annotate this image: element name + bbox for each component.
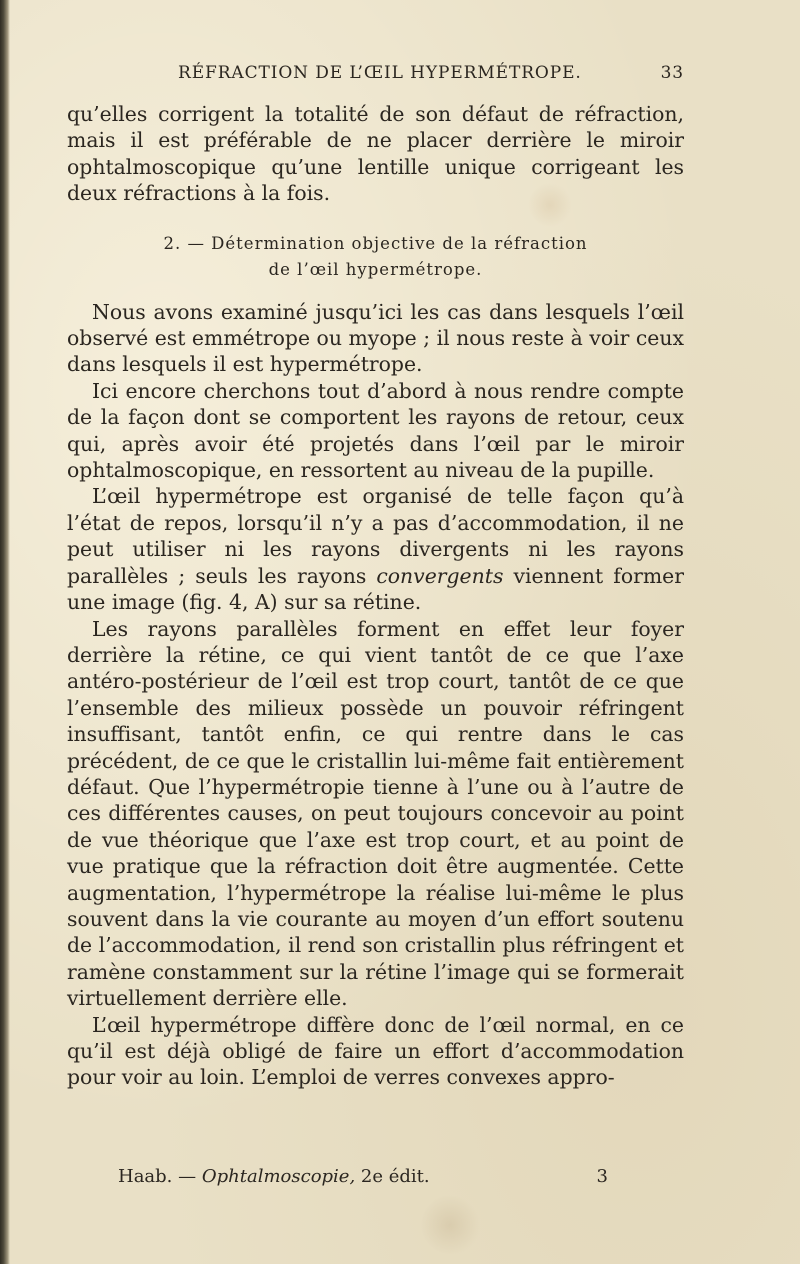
paragraph-intro: qu’elles corrigent la totalité de son défaut de réfraction, mais il est préférable de ne placer derrière le miroir ophtalmoscopique qu’une lentille unique corrigeant les deux réfractions à la fois. bbox=[67, 102, 684, 206]
footer-signature bbox=[118, 1164, 608, 1190]
footer-citation bbox=[118, 1164, 430, 1190]
section-heading bbox=[67, 231, 684, 283]
body-text bbox=[67, 101, 684, 1091]
paragraph-1: Nous avons examiné jusqu’ici les cas dans lesquels l’œil observé est emmétrope ou myope ; il nous reste à voir ceux dans lesquels il est hypermétrope. bbox=[67, 299, 684, 377]
section-heading-line-2: de l’œil hypermétrope. bbox=[268, 259, 483, 279]
page-number: 33 bbox=[660, 63, 684, 83]
running-head bbox=[178, 60, 684, 86]
footer-author: Haab. bbox=[118, 1166, 173, 1187]
paragraph-3-part-b: viennent former une image (fig. 4, A) sur sa rétine. bbox=[67, 563, 684, 615]
paragraph-5: L’œil hypermétrope diffère donc de l’œil normal, en ce qu’il est déjà obligé de faire un effort d’accommodation pour voir au loin. L’emploi de verres convexes appro- bbox=[67, 1012, 684, 1090]
running-head-title: RÉFRACTION DE L’ŒIL HYPERMÉTROPE. bbox=[178, 63, 582, 83]
paragraph-4: Les rayons parallèles forment en effet leur foyer derrière la rétine, ce qui vient tantôt de ce que l’axe antéro-postérieur de l’œil est trop court, tantôt de ce que l’ensemble des milieux possède un pouvoir réfringent insuffisant, tantôt enfin, ce qui rentre dans le cas précédent, de ce que le cristallin lui-même fait entièrement défaut. Que l’hypermétropie tienne à l’une ou à l’autre de ces différentes causes, on peut toujours concevoir au point de vue théorique que l’axe est trop court, et au point de vue pratique que la réfraction doit être augmentée. Cette augmentation, l’hypermétrope la réalise lui-même le plus souvent dans la vie courante au moyen d’un effort soutenu de l’accommodation, il rend son cristallin plus réfringent et ramène constamment sur la rétine l’image qui se formerait virtuellement derrière elle. bbox=[67, 616, 684, 1011]
footer-book-title: Ophtalmoscopie, bbox=[201, 1166, 356, 1187]
paragraph-3-part-a: L’œil hypermétrope est organisé de telle façon qu’à l’état de repos, lorsqu’il n’y a pas d’accommodation, il ne peut utiliser ni les rayons divergents ni les rayons parallèles ; seuls les rayons bbox=[67, 484, 684, 588]
paragraph-3 bbox=[67, 483, 684, 615]
footer-signature-number: 3 bbox=[596, 1166, 608, 1187]
footer-edition: 2e édit. bbox=[360, 1166, 430, 1187]
section-heading-line-1: 2. — Détermination objective de la réfraction bbox=[163, 233, 588, 253]
paragraph-2: Ici encore cherchons tout d’abord à nous rendre compte de la façon dont se comportent les rayons de retour, ceux qui, après avoir été projetés dans l’œil par le miroir ophtalmoscopique, en ressortent au niveau de la pupille. bbox=[67, 378, 684, 483]
footer-separator: — bbox=[178, 1166, 197, 1187]
italic-term-convergents: convergents bbox=[376, 563, 504, 588]
